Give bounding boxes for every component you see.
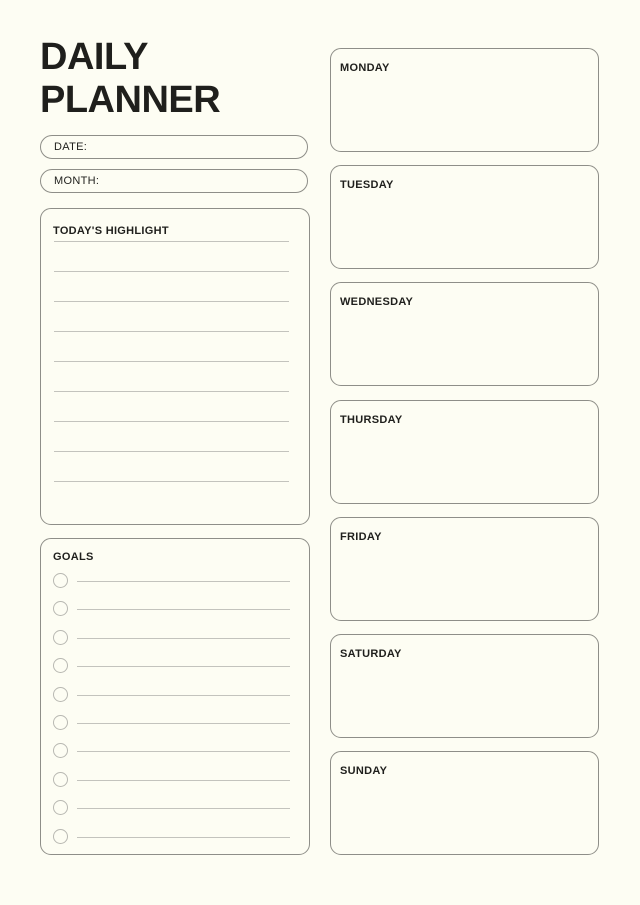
goal-line[interactable] xyxy=(77,581,290,582)
goal-checkbox[interactable] xyxy=(53,829,68,844)
goal-item[interactable] xyxy=(53,687,290,703)
goal-item[interactable] xyxy=(53,800,290,816)
highlight-line[interactable] xyxy=(54,451,289,452)
day-box-tuesday[interactable] xyxy=(330,165,599,269)
day-box-monday[interactable] xyxy=(330,48,599,152)
day-label: SUNDAY xyxy=(340,765,388,778)
title-line-1: DAILY xyxy=(40,36,149,78)
goal-checkbox[interactable] xyxy=(53,658,68,673)
month-label: MONTH: xyxy=(54,175,100,187)
day-box-thursday[interactable] xyxy=(330,400,599,504)
highlight-box[interactable] xyxy=(40,208,310,525)
goal-line[interactable] xyxy=(77,808,290,809)
goals-label: GOALS xyxy=(53,551,94,563)
goal-checkbox[interactable] xyxy=(53,715,68,730)
goal-item[interactable] xyxy=(53,573,290,589)
highlight-line[interactable] xyxy=(54,481,289,482)
goal-checkbox[interactable] xyxy=(53,687,68,702)
day-label: TUESDAY xyxy=(340,179,394,192)
highlight-line[interactable] xyxy=(54,331,289,332)
goal-item[interactable] xyxy=(53,630,290,646)
goals-box xyxy=(40,538,310,855)
goal-checkbox[interactable] xyxy=(53,630,68,645)
day-box-sunday[interactable] xyxy=(330,751,599,855)
highlight-line[interactable] xyxy=(54,271,289,272)
goal-line[interactable] xyxy=(77,638,290,639)
title-line-2: PLANNER xyxy=(40,79,221,121)
day-label: WEDNESDAY xyxy=(340,296,414,309)
goal-checkbox[interactable] xyxy=(53,601,68,616)
day-box-friday[interactable] xyxy=(330,517,599,621)
page-title xyxy=(40,36,220,122)
highlight-line[interactable] xyxy=(54,421,289,422)
goal-line[interactable] xyxy=(77,837,290,838)
goal-item[interactable] xyxy=(53,601,290,617)
day-box-saturday[interactable] xyxy=(330,634,599,738)
goal-line[interactable] xyxy=(77,780,290,781)
goal-item[interactable] xyxy=(53,829,290,845)
goal-item[interactable] xyxy=(53,658,290,674)
highlight-line[interactable] xyxy=(54,361,289,362)
highlight-line[interactable] xyxy=(54,241,289,242)
day-label: THURSDAY xyxy=(340,413,403,426)
date-field[interactable] xyxy=(40,135,308,159)
highlight-line[interactable] xyxy=(54,301,289,302)
goal-item[interactable] xyxy=(53,743,290,759)
highlight-line[interactable] xyxy=(54,391,289,392)
date-label: DATE: xyxy=(54,141,88,153)
day-label: SATURDAY xyxy=(340,648,402,660)
goal-checkbox[interactable] xyxy=(53,772,68,787)
goal-line[interactable] xyxy=(77,751,290,752)
day-label: FRIDAY xyxy=(340,530,382,543)
month-field[interactable] xyxy=(40,169,308,193)
day-label: MONDAY xyxy=(340,62,390,74)
goal-line[interactable] xyxy=(77,723,290,724)
goal-checkbox[interactable] xyxy=(53,743,68,758)
goal-item[interactable] xyxy=(53,772,290,788)
goal-line[interactable] xyxy=(77,666,290,667)
goal-line[interactable] xyxy=(77,609,290,610)
highlight-label: TODAY'S HIGHLIGHT xyxy=(53,225,169,237)
goal-line[interactable] xyxy=(77,695,290,696)
day-box-wednesday[interactable] xyxy=(330,282,599,386)
goal-checkbox[interactable] xyxy=(53,573,68,588)
goal-checkbox[interactable] xyxy=(53,800,68,815)
goal-item[interactable] xyxy=(53,715,290,731)
